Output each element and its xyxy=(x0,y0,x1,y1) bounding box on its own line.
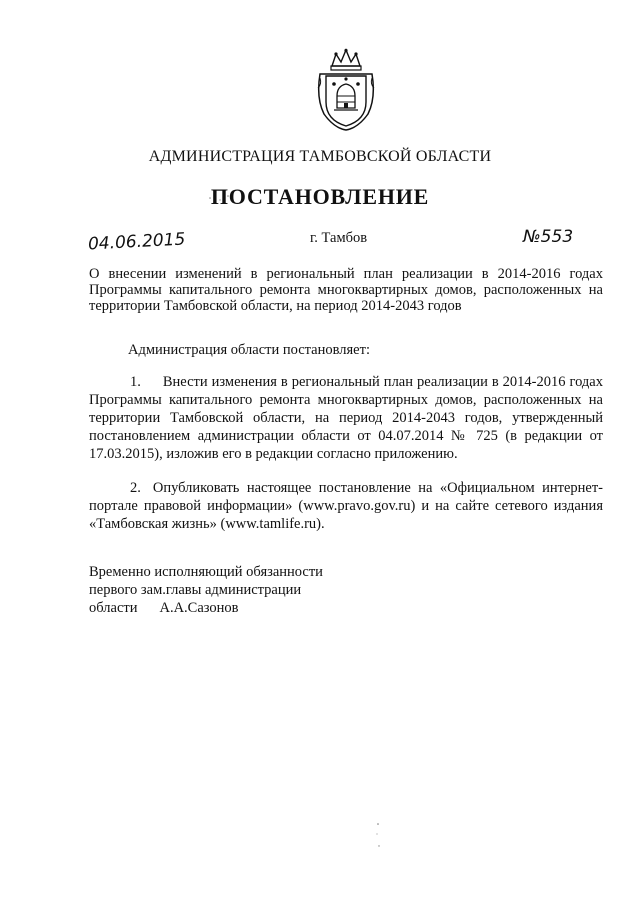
city-line: г. Тамбов xyxy=(310,230,368,246)
document-type-title: ПОСТАНОВЛЕНИЕ xyxy=(210,184,430,209)
coat-of-arms-emblem xyxy=(314,48,378,132)
list-item xyxy=(89,479,603,533)
intro-line: Администрация области постановляет: xyxy=(128,342,370,358)
handwritten-date: 04.06.2015 xyxy=(87,229,186,255)
item-number: 2. xyxy=(130,480,141,496)
signature-line: области xyxy=(89,600,138,616)
signature-block xyxy=(89,563,323,617)
signatory-name: А.А.Сазонов xyxy=(159,600,239,616)
scan-speck xyxy=(372,820,384,852)
list-item xyxy=(89,373,603,463)
item-number: 1. xyxy=(130,374,141,390)
document-subject: О внесении изменений в региональный план реализации в 2014-2016 годах Программы капитального ремонта многоквартирных домов, расположенных на территории Тамбовской области, на период 2014-2043 годов xyxy=(89,266,603,314)
item-text: Внести изменения в региональный план реализации в 2014-2016 годах Программы капитального ремонта многоквартирных домов, расположенных на территории Тамбовской области, на период 2014-2043 годов, утвержденный постановлением администрации области от 04.07.2014 № 725 (в редакции от 17.03.2015), изложив его в редакции согласно приложению. xyxy=(89,374,603,462)
item-text: Опубликовать настоящее постановление на «Официальном интернет-портале правовой информации» (www.pravo.gov.ru) и на сайте сетевого издания «Тамбовская жизнь» (www.tamlife.ru). xyxy=(89,480,603,532)
handwritten-number: №553 xyxy=(523,227,574,247)
organization-name: АДМИНИСТРАЦИЯ ТАМБОВСКОЙ ОБЛАСТИ xyxy=(148,148,492,165)
signature-line: первого зам.главы администрации xyxy=(89,582,302,598)
signature-line: Временно исполняющий обязанности xyxy=(89,564,323,580)
